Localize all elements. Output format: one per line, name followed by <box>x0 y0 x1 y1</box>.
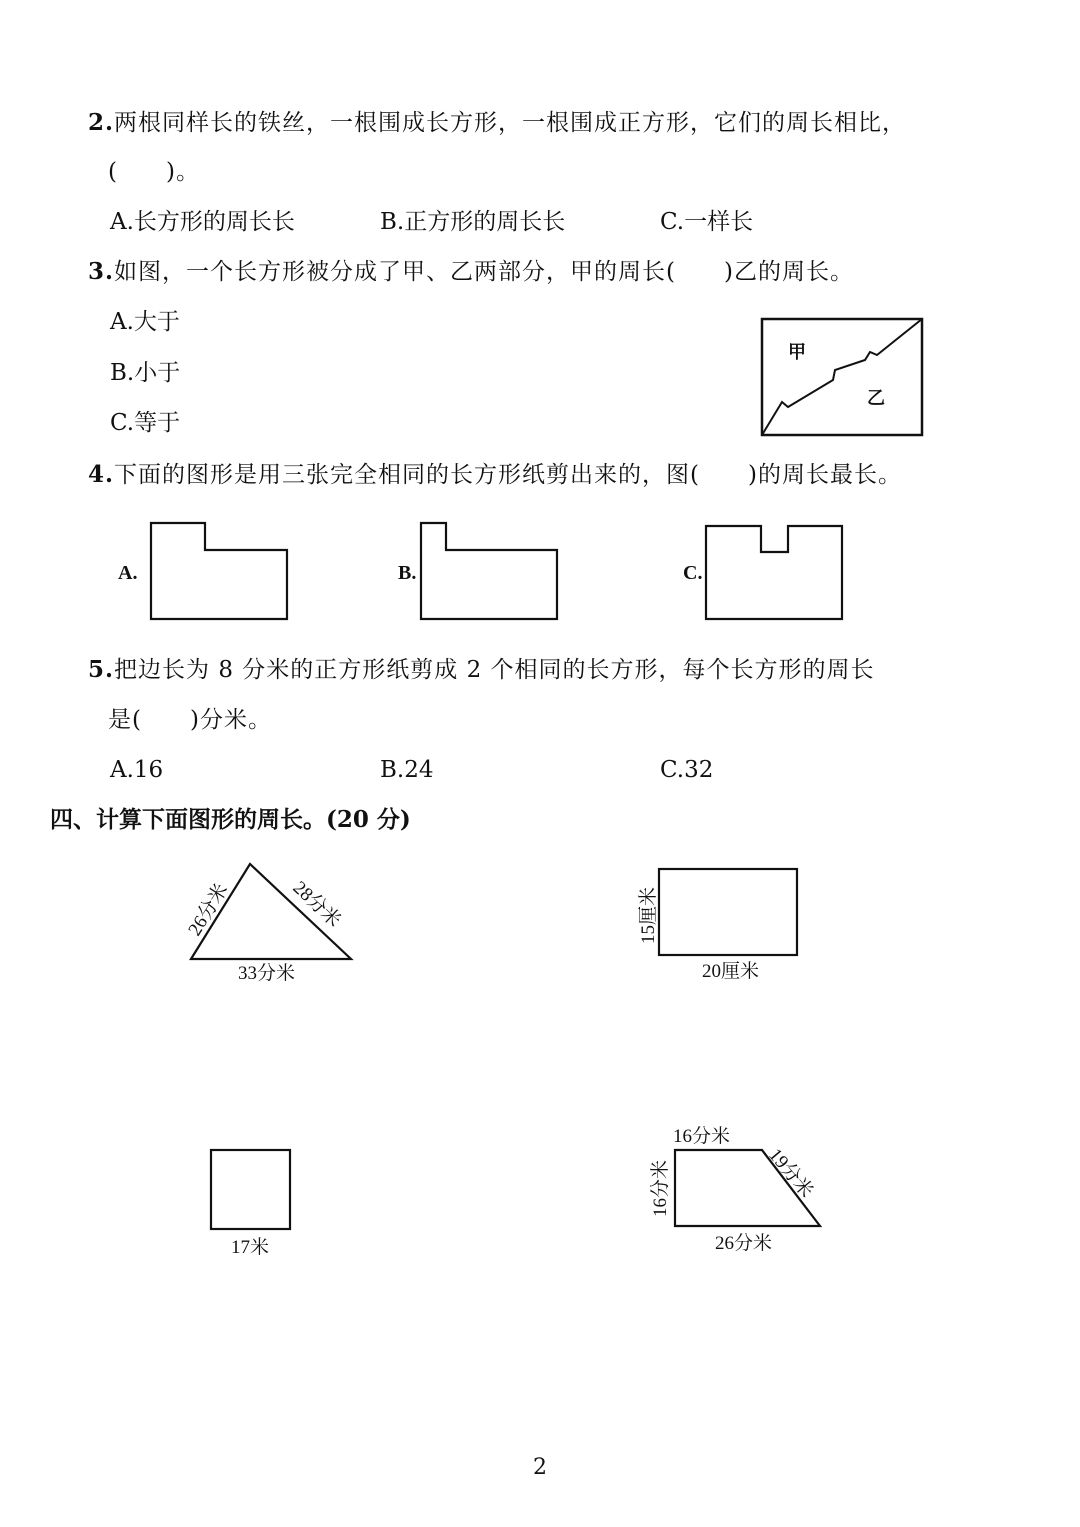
q3-option-c[interactable]: C.等于 <box>110 410 181 436</box>
square-side-label: 17米 <box>231 1237 270 1258</box>
q4-text: 下面的图形是用三张完全相同的长方形纸剪出来的，图( )的周长最长。 <box>114 462 902 488</box>
q5-stem <box>88 655 875 685</box>
triangle-figure <box>160 855 380 995</box>
q5-option-c[interactable]: C.32 <box>660 757 714 783</box>
trapezoid-bottom-label: 26分米 <box>715 1233 773 1254</box>
q3-text: 如图，一个长方形被分成了甲、乙两部分，甲的周长( )乙的周长。 <box>114 259 854 285</box>
q3-figure <box>755 312 930 442</box>
q4-label-a: A. <box>118 562 138 584</box>
q4-shape-b <box>421 523 557 619</box>
square-figure <box>200 1140 310 1265</box>
rectangle-figure <box>630 860 820 990</box>
q3-figure-divider <box>762 319 922 435</box>
trapezoid-top-label: 16分米 <box>673 1126 731 1147</box>
q4-shape-c <box>706 526 842 619</box>
triangle-left-label: 26分米 <box>184 880 233 940</box>
triangle-right-label: 28分米 <box>288 877 345 932</box>
q5-option-b[interactable]: B.24 <box>380 757 434 783</box>
trapezoid-figure <box>640 1115 840 1260</box>
q5-stem-2: 是( )分米。 <box>108 707 272 733</box>
q3-label-jia: 甲 <box>788 342 806 362</box>
q4-label-b: B. <box>398 562 417 584</box>
q3-option-b[interactable]: B.小于 <box>110 360 181 386</box>
q4-stem <box>88 460 902 490</box>
q5-number: 5. <box>88 656 115 683</box>
q2-stem <box>88 108 906 138</box>
triangle-bottom-label: 33分米 <box>238 963 296 984</box>
q2-option-c[interactable]: C.一样长 <box>660 209 754 235</box>
trapezoid-left-label: 16分米 <box>650 1159 671 1217</box>
trapezoid-slant-label: 19分米 <box>764 1144 817 1202</box>
q4-number: 4. <box>88 461 115 488</box>
q3-option-a[interactable]: A.大于 <box>110 309 180 335</box>
q3-stem <box>88 257 854 287</box>
q4-shape-a <box>151 523 287 619</box>
section-4-title: 四、计算下面图形的周长。(20 分) <box>50 806 411 833</box>
q4-figures <box>110 515 870 630</box>
q2-number: 2. <box>88 109 115 136</box>
q2-option-a[interactable]: A.长方形的周长长 <box>110 209 295 235</box>
q5-text: 把边长为 8 分米的正方形纸剪成 2 个相同的长方形，每个长方形的周长 <box>114 657 875 683</box>
rectangle-height-label: 15厘米 <box>638 886 659 944</box>
q2-text: 两根同样长的铁丝，一根围成长方形，一根围成正方形，它们的周长相比， <box>114 110 907 136</box>
q4-label-c: C. <box>683 562 703 584</box>
page-number: 2 <box>533 1455 547 1480</box>
q3-figure-rect <box>762 319 922 435</box>
q3-label-yi: 乙 <box>867 388 885 408</box>
rectangle-width-label: 20厘米 <box>702 961 760 982</box>
q2-option-b[interactable]: B.正方形的周长长 <box>380 209 566 235</box>
q3-number: 3. <box>88 258 115 285</box>
rectangle-shape <box>659 869 797 955</box>
q5-option-a[interactable]: A.16 <box>110 757 164 783</box>
square-shape <box>211 1150 290 1229</box>
q2-blank: ( )。 <box>108 159 200 185</box>
